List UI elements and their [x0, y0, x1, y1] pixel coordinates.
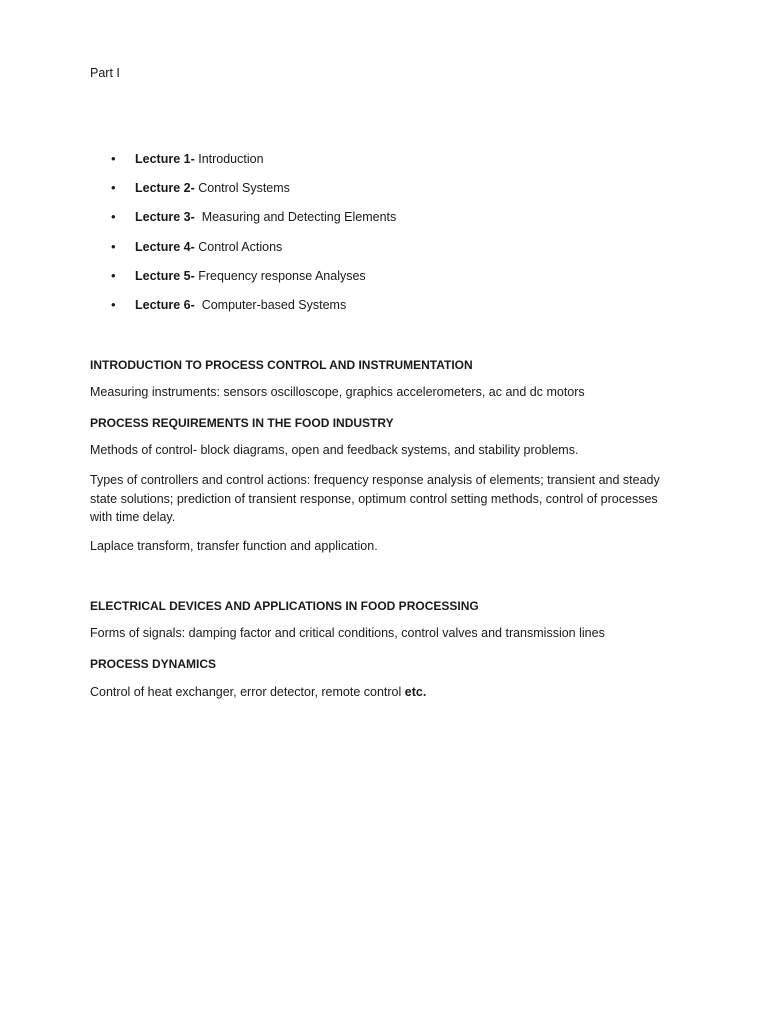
lecture-title: Lecture 4-: [135, 239, 195, 254]
lecture-text: [135, 268, 366, 284]
bullet-icon: •: [111, 238, 116, 254]
lecture-text: [135, 239, 282, 255]
part-label: Part I: [90, 66, 120, 80]
bullet-icon: •: [111, 151, 116, 166]
paragraph-laplace-transform: Laplace transform, transfer function and application.: [90, 539, 378, 553]
lecture-text: [135, 297, 346, 313]
lecture-title: Lecture 3-: [135, 210, 195, 225]
paragraph-forms-of-signals: Forms of signals: damping factor and critical conditions, control valves and transmission lines: [90, 626, 605, 640]
lecture-topic: Control Actions: [194, 239, 283, 254]
bullet-icon: •: [111, 267, 116, 283]
paragraph-control-of-heat-exchanger: [90, 683, 690, 702]
lecture-title: Lecture 6-: [135, 297, 195, 312]
bullet-icon: •: [111, 296, 116, 312]
lecture-topic: Measuring and Detecting Elements: [194, 210, 397, 225]
lecture-topic: Computer-based Systems: [194, 297, 347, 312]
lecture-title: Lecture 2-: [135, 181, 195, 196]
lecture-title: Lecture 1-: [135, 152, 195, 166]
section-heading-process-requirements: PROCESS REQUIREMENTS IN THE FOOD INDUSTRY: [90, 416, 394, 430]
bullet-icon: •: [111, 180, 116, 196]
paragraph-types-of-controllers: Types of controllers and control actions: frequency response analysis of elements; transient and steady state solutions; prediction of transient response, optimum control setting methods, control of processes with time delay.: [90, 473, 660, 524]
bullet-icon: •: [111, 209, 116, 225]
section-heading-process-dynamics: PROCESS DYNAMICS: [90, 657, 217, 671]
section-heading-intro: INTRODUCTION TO PROCESS CONTROL AND INSTRUMENTATION: [90, 358, 473, 372]
lecture-topic: Introduction: [194, 152, 264, 166]
paragraph-measuring-instruments: Measuring instruments: sensors oscilloscope, graphics accelerometers, ac and dc motors: [90, 385, 585, 399]
lecture-topic: Frequency response Analyses: [194, 268, 366, 283]
section-heading-electrical-devices: ELECTRICAL DEVICES AND APPLICATIONS IN FOOD PROCESSING: [90, 599, 479, 613]
lecture-title: Lecture 5-: [135, 268, 195, 283]
lecture-text: [135, 209, 396, 225]
paragraph-control-text: Control of heat exchanger, error detector, remote control: [90, 685, 405, 699]
paragraph-control-etc: etc.: [404, 685, 427, 699]
lecture-topic: Control Systems: [194, 181, 290, 196]
lecture-text: [135, 151, 264, 167]
paragraph-methods-of-control: Methods of control- block diagrams, open and feedback systems, and stability problems.: [90, 443, 579, 457]
lecture-text: [135, 180, 290, 196]
